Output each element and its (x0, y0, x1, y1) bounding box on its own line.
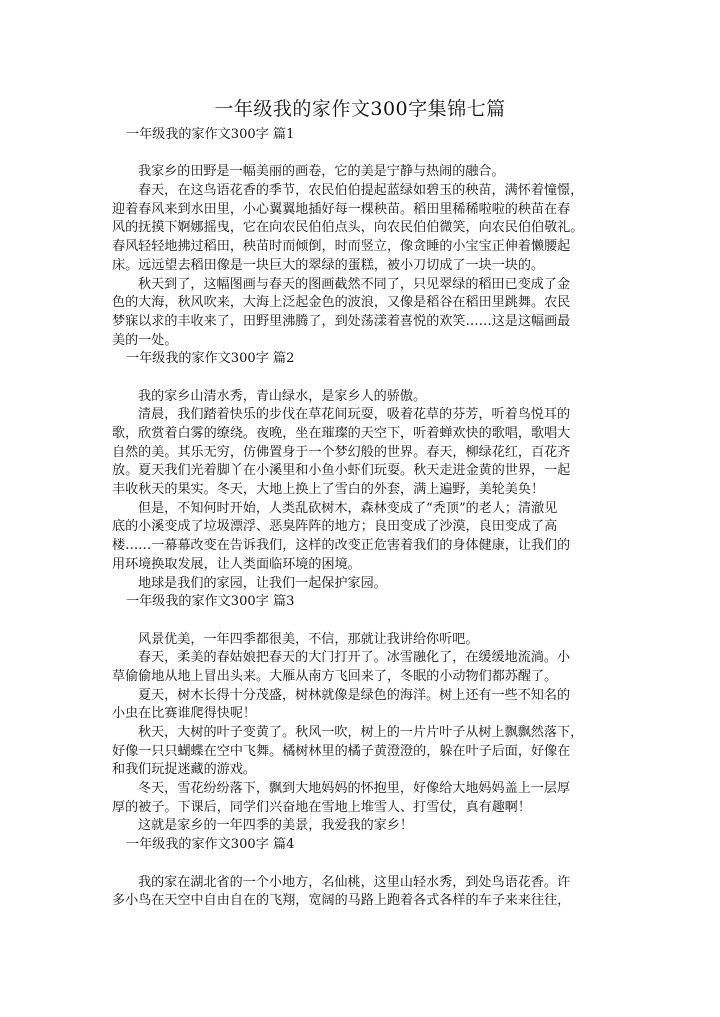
section-heading: 一年级我的家作文300字 篇1 (126, 127, 295, 142)
text-line: 冬天，雪花纷纷落下，飘到大地妈妈的怀抱里，好像给大地妈妈盖上一层厚 (138, 781, 571, 797)
text-line: 夏天，树木长得十分茂盛，树林就像是绿色的海洋。树上还有一些不知名的 (138, 687, 571, 703)
text-line: 秋天到了，这幅图画与春天的图画截然不同了，只见翠绿的稻田已变成了金 (138, 276, 571, 292)
text-line: 用环境换取发展，让人类面临环境的困境。 (112, 556, 361, 572)
document-body (112, 126, 612, 911)
text-line: 色的大海，秋风吹来，大海上泛起金色的波浪，又像是稻谷在稻田里跳舞。农民 (112, 295, 571, 311)
text-line: 我的家乡山清水秀，青山绿水，是家乡人的骄傲。 (138, 388, 427, 404)
text-line: 我的家在湖北省的一个小地方，名仙桃，这里山轻水秀，到处鸟语花香。许 (138, 874, 571, 890)
text-line: 歌，欣赏着白雾的缭绕。夜晚，坐在璀璨的天空下，听着蝉欢快的歌唱，歌唱大 (112, 426, 571, 441)
text-line: 秋天，大树的叶子变黄了。秋风一吹，树上的一片片叶子从树上飘飘然落下， (138, 725, 584, 740)
blank-line (112, 612, 612, 631)
text-line: 春天，在这鸟语花香的季节，农民伯伯提起蓝绿如碧玉的秧苗，满怀着憧憬， (138, 183, 584, 199)
blank-line (112, 369, 612, 388)
blank-line (112, 145, 612, 164)
text-line: 清晨，我们踏着快乐的步伐在草花间玩耍，吸着花草的芬芳，听着鸟悦耳的 (138, 407, 571, 423)
text-line: 风的抚摸下婀娜摇曳，它在向农民伯伯点头，向农民伯伯微笑，向农民伯伯敬礼。 (112, 220, 584, 236)
text-line: 但是，不知何时开始，人类乱砍树木，森林变成了“秃顶”的老人；清澈见 (138, 500, 558, 516)
text-line: 春风轻轻地拂过稻田，秧苗时而倾倒，时而竖立，像贪睡的小宝宝正伸着懒腰起 (112, 239, 571, 255)
document-title: 一年级我的家作文300字集锦七篇 (214, 98, 506, 120)
text-line: 地球是我们的家园，让我们一起保护家园。 (138, 575, 387, 591)
text-line: 梦寐以求的丰收来了，田野里沸腾了，到处荡漾着喜悦的欢笑……这是这幅画最 (112, 313, 571, 329)
text-line: 丰收秋天的果实。冬天，大地上换上了雪白的外套，满上遍野，美轮美奂！ (112, 482, 545, 498)
text-line: 放。夏天我们光着脚丫在小溪里和小鱼小虾们玩耍。秋天走进金黄的世界，一起 (112, 463, 571, 479)
text-line: 美的一处。 (112, 332, 178, 348)
section-heading: 一年级我的家作文300字 篇3 (126, 594, 295, 610)
text-line: 这就是家乡的一年四季的美景，我爱我的家乡！ (138, 818, 413, 834)
text-line: 多小鸟在天空中自由自在的飞翔，宽阔的马路上跑着各式各样的车子来来往往， (112, 893, 571, 909)
text-line: 我家乡的田野是一幅美丽的画卷，它的美是宁静与热闹的融合。 (138, 164, 505, 180)
text-line: 草偷偷地从地上冒出头来。大雁从南方飞回来了，冬眠的小动物们都苏醒了。 (112, 668, 558, 684)
text-line: 底的小溪变成了垃圾漂浮、恶臭阵阵的地方；良田变成了沙漠，良田变成了高 (112, 519, 558, 535)
text-line: 厚的被子。下课后，同学们兴奋地在雪地上堆雪人、打雪仗，真有趣啊！ (112, 799, 531, 815)
text-line: 好像一只只蝴蝶在空中飞舞。橘树林里的橘子黄澄澄的，躲在叶子后面，好像在 (112, 743, 571, 759)
text-line: 自然的美。其乐无穷，仿佛置身于一个梦幻般的世界。春天，柳绿花红，百花齐 (112, 444, 571, 460)
text-line: 楼……一幕幕改变在告诉我们，这样的改变正危害着我们的身体健康，让我们的 (112, 538, 571, 554)
blank-line (112, 855, 612, 874)
text-line: 春天，柔美的春姑娘把春天的大门打开了。冰雪融化了，在缓缓地流淌。小 (138, 650, 571, 666)
text-line: 风景优美，一年四季都很美，不信，那就让我讲给你听吧。 (138, 631, 479, 647)
text-line: 迎着春风来到水田里，小心翼翼地插好每一棵秧苗。稻田里稀稀啦啦的秧苗在春 (112, 201, 571, 217)
text-line: 小虫在比赛谁爬得快呢！ (112, 706, 257, 722)
section-heading: 一年级我的家作文300字 篇2 (126, 351, 295, 367)
section-heading: 一年级我的家作文300字 篇4 (126, 837, 295, 853)
text-line: 床。远远望去稻田像是一块巨大的翠绿的蛋糕，被小刀切成了一块一块的。 (112, 257, 545, 273)
text-line: 和我们玩捉迷藏的游戏。 (112, 762, 257, 778)
